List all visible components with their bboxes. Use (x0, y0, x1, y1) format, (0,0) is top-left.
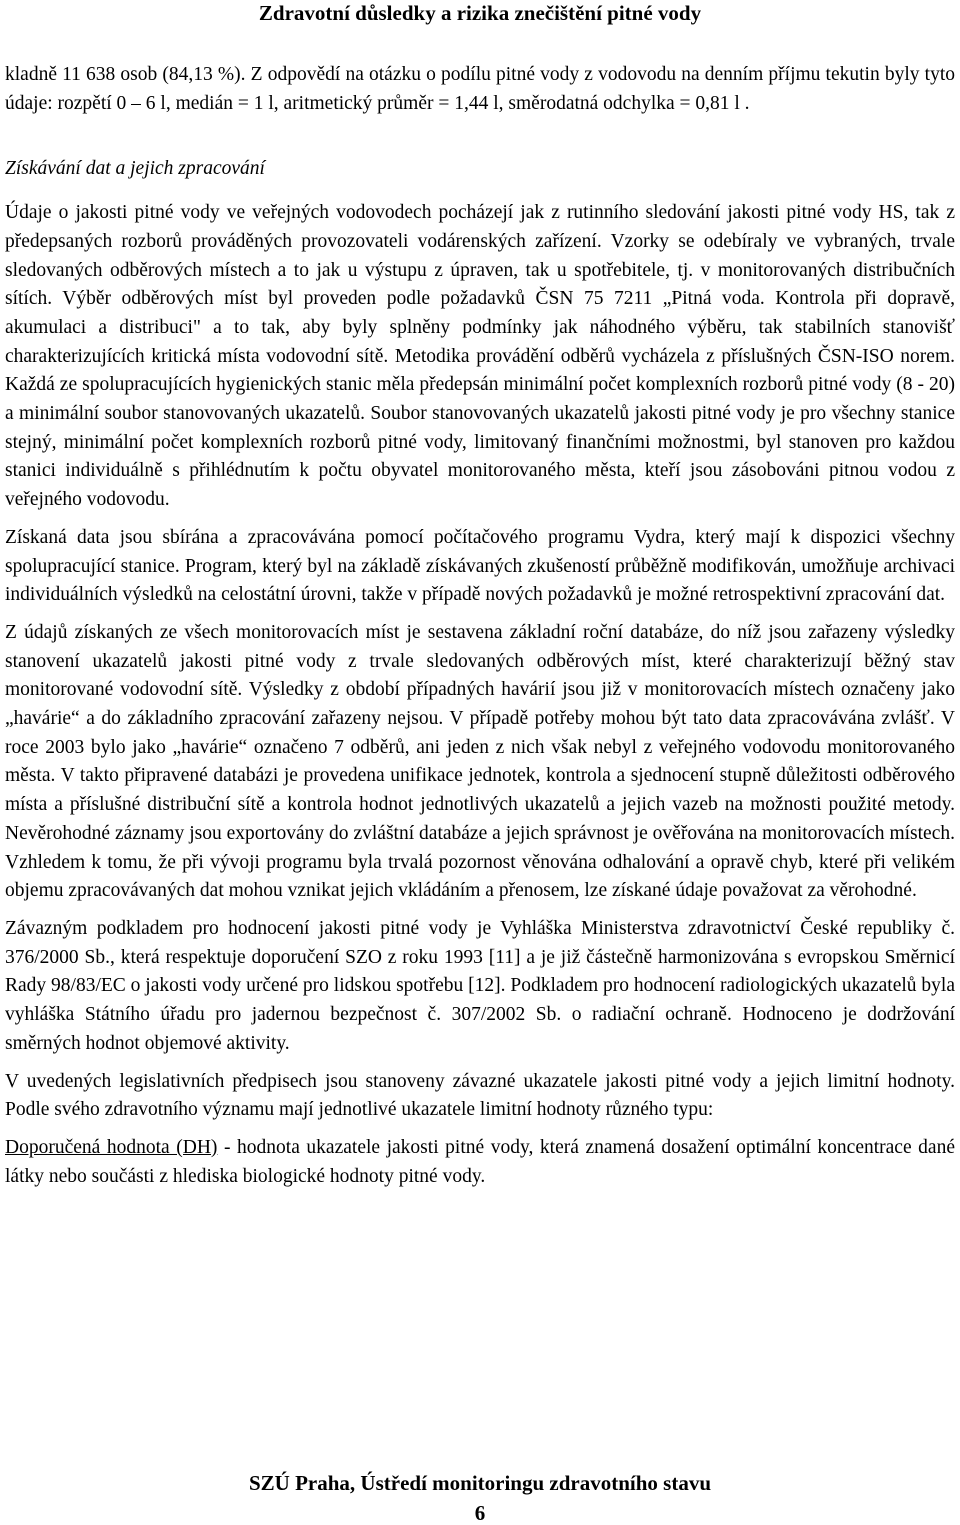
paragraph-vydra-program: Získaná data jsou sbírána a zpracovávána pomocí počítačového programu Vydra, který mají k dispozici všechny spolupracující stanice. Program, který byl na základě získávaných zkušeností průběžně modifikován, umožňuje archivaci individuálních výsledků na celostátní úrovni, takže v případě nových požadavků je možné retrospektivní zpracování dat. (5, 526, 955, 606)
page-header-title: Zdravotní důsledky a rizika znečištění pitné vody (258, 1, 702, 25)
section-heading: Získávání dat a jejich zpracování (5, 158, 265, 180)
page-number: 6 (474, 1501, 486, 1525)
paragraph-annual-database: Z údajů získaných ze všech monitorovacích míst je sestavena základní roční databáze, do níž jsou zařazeny výsledky stanovení ukazatelů jakosti pitné vody z trvale sledovaných odběrových míst, které charakterizují běžný stav monitorované vodovodní sítě. Výsledky z období případných havárií jsou již v monitorovacích místech označeny jako „havárie“ a do základního zpracování zařazeny nejsou. V případě potřeby mohou být tato data zpracovávána zvlášť. V roce 2003 bylo jako „havárie“ označeno 7 odběrů, ani jeden z nich však nebyl z veřejného vodovodu monitorovaného města. V takto připravené databázi je provedena unifikace jednotek, kontrola a sjednocení stupně důležitosti odběrového místa a příslušné distribuční sítě a kontrola hodnot jednotlivých ukazatelů a jejich vazeb na možnosti použité metody. Nevěrohodné záznamy jsou exportovány do zvláštní databáze a jejich správnost je ověřována na monitorovacích místech. Vzhledem k tomu, že při vývoji programu byla trvalá pozornost věnována odhalování a opravě chyb, které při velikém objemu zpracovávaných dat mohou vznikat jejich vkládáním a přenosem, lze získané údaje považovat za věrohodné. (5, 621, 955, 902)
intro-paragraph: kladně 11 638 osob (84,13 %). Z odpovědí na otázku o podílu pitné vody z vodovodu na denním příjmu tekutin byly tyto údaje: rozpětí 0 – 6 l, medián = 1 l, aritmetický průměr = 1,44 l, směrodatná odchylka = 0,81 l . (5, 64, 955, 114)
paragraph-data-sources: Údaje o jakosti pitné vody ve veřejných vodovodech pocházejí jak z rutinního sledování jakosti pitné vody HS, tak z předepsaných rozborů prováděných provozovateli vodárenských zařízení. Vzorky se odebíraly ve vybraných, trvale sledovaných odběrových místech a to jak u výstupu z úpraven, tak u spotřebitele, tj. v monitorovaných distribučních sítích. Výběr odběrových míst byl proveden podle požadavků ČSN 75 7211 „Pitná voda. Kontrola při dopravě, akumulaci a distribuci" a to tak, aby byly splněny podmínky jak náhodného výběru, tak stabilních stanovišť charakterizujících kritická místa vodovodní sítě. Metodika provádění odběrů vycházela z příslušných ČSN-ISO norem. Každá ze spolupracujících hygienických stanic měla předepsán minimální počet komplexních rozborů pitné vody (8 - 20) a minimální soubor stanovovaných ukazatelů. Soubor stanovovaných ukazatelů jakosti pitné vody je pro všechny stanice stejný, minimální počet komplexních rozborů pitné vody, limitovaný finančními možnostmi, byl stanoven pro každou stanici individuálně s přihlédnutím k počtu obyvatel monitorovaného města, kteří jsou zásobováni pitnou vodou z veřejného vodovodu. (5, 202, 955, 511)
definition-paragraph (5, 1134, 955, 1191)
paragraph-legislation: Závazným podkladem pro hodnocení jakosti pitné vody je Vyhláška Ministerstva zdravotnictví České republiky č. 376/2000 Sb., která respektuje doporučení SZO z roku 1993 [11] a je již částečně harmonizována s evropskou Směrnicí Rady 98/83/EC o jakosti vody určené pro lidskou spotřebu [12]. Podkladem pro hodnocení radiologických ukazatelů byla vyhláška Státního úřadu pro jadernou bezpečnost č. 307/2002 Sb. o radiační ochraně. Hodnoceno je dodržování směrných hodnot objemové aktivity. (5, 917, 955, 1054)
definition-term: Doporučená hodnota (DH) (5, 1136, 218, 1158)
definition-text: - hodnota ukazatele jakosti pitné vody, která znamená dosažení optimální koncentrace dané látky nebo součásti z hlediska biologické hodnoty pitné vody. (5, 1136, 955, 1187)
document-body (5, 61, 955, 1200)
paragraph-limit-types: V uvedených legislativních předpisech jsou stanoveny závazné ukazatele jakosti pitné vody a jejich limitní hodnoty. Podle svého zdravotního významu mají jednotlivé ukazatele limitní hodnoty různého typu: (5, 1070, 955, 1121)
footer-institution: SZÚ Praha, Ústředí monitoringu zdravotního stavu (248, 1471, 712, 1495)
